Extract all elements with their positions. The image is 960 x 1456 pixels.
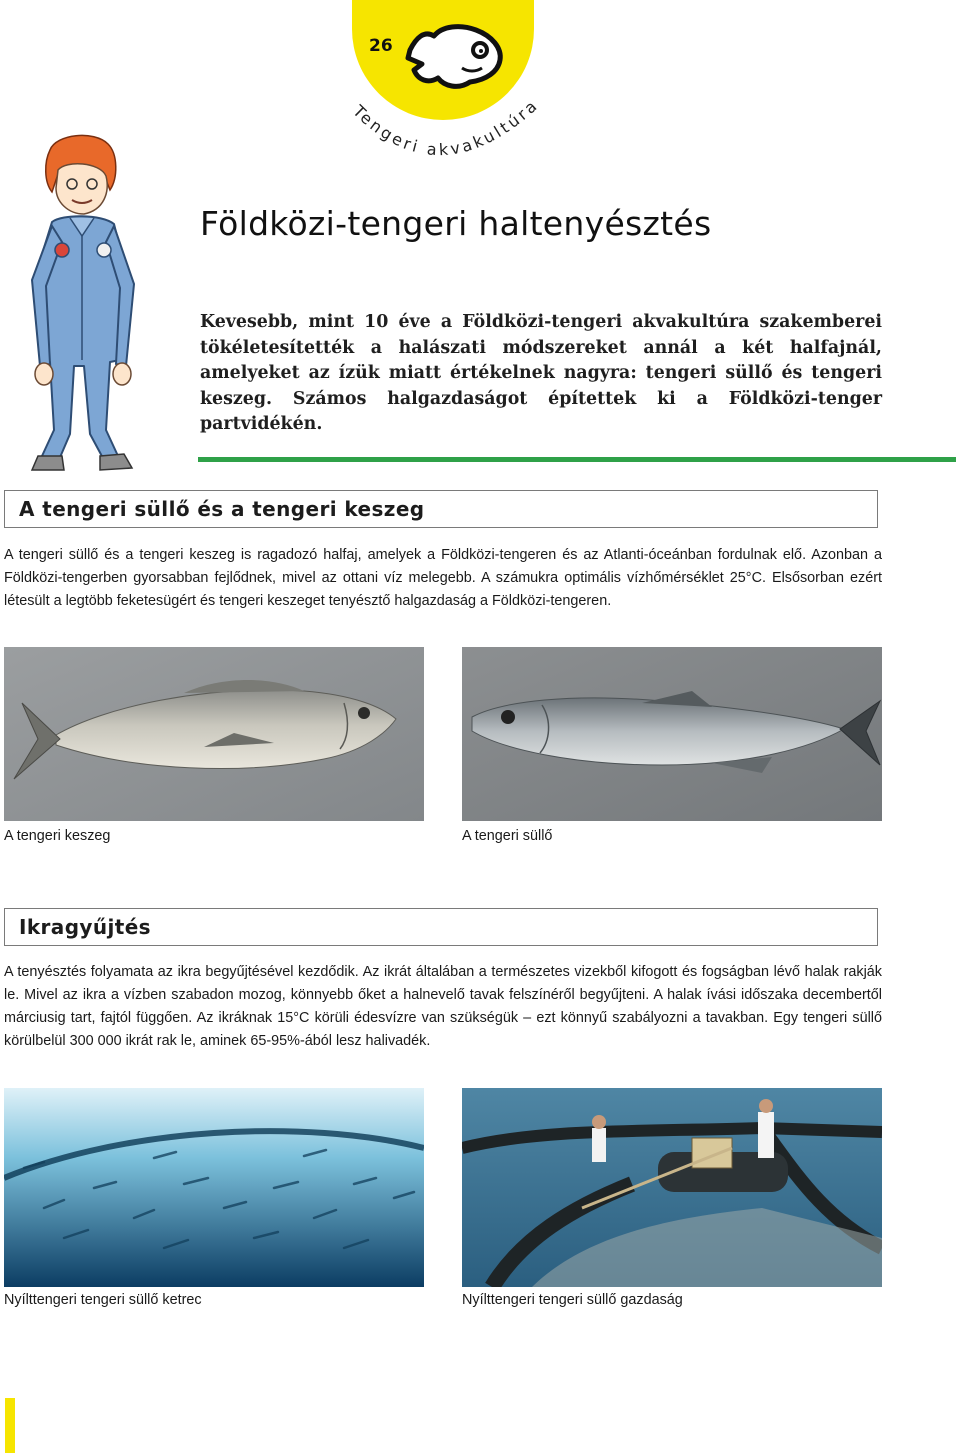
section-name: Tengeri akvakultúra <box>349 94 543 160</box>
section-heading-box <box>4 490 878 528</box>
section-heading-box <box>4 908 878 946</box>
page-number: 26 <box>369 36 393 56</box>
section-heading: A tengeri süllő és a tengeri keszeg <box>19 497 425 521</box>
photo-fish-farm <box>462 1088 882 1287</box>
photo-caption: A tengeri keszeg <box>4 828 111 844</box>
photo-sea-bass <box>462 647 882 821</box>
section-heading: Ikragyűjtés <box>19 915 151 939</box>
corner-marker <box>5 1398 15 1453</box>
divider-rule <box>198 457 956 462</box>
photo-caption: Nyílttengeri tengeri süllő ketrec <box>4 1292 202 1308</box>
photo-caption: A tengeri süllő <box>462 828 553 844</box>
section-paragraph: A tengeri süllő és a tengeri keszeg is ragadozó halfaj, amelyek a Földközi-tengeren és az Atlanti-óceánban fordulnak elő. Azonban a Földközi-tengerben gyorsabban fejlődnek, mivel az ottani víz melegebb. A számukra optimális vízhőmérséklet 25°C. Elsősorban ezért létesült a legtöbb feketesügért és tengeri keszeget tenyésztő halgazdaság a Földközi-tengeren. <box>4 547 882 609</box>
photo-offshore-cage <box>4 1088 424 1287</box>
intro-paragraph: Kevesebb, mint 10 éve a Földközi-tengeri akvakultúra szakemberei tökéletesítették a halászati módszereket annál a két halfajnál, amelyeket az ízük miatt értékelnek nagyra: tengeri süllő és tengeri keszeg. Számos halgazdaságot építettek ki a Földközi-tenger partvidékén. <box>200 312 882 435</box>
section-name-arc <box>330 80 570 190</box>
photo-caption: Nyílttengeri tengeri süllő gazdaság <box>462 1292 683 1308</box>
section-paragraph: A tenyésztés folyamata az ikra begyűjtésével kezdődik. Az ikrát általában a természetes vizekből kifogott és fogságban lévő halak rakják le. Mivel az ikra a vízben szabadon mozog, könnyebb őket a halnevelő tavak felszínéről begyűjteni. A halak ívási időszaka decembertől márciusig tart, fajtól függően. Az ikráknak 15°C körüli édesvízre van szükségük – ezt könnyű szabályozni a tavakban. Egy tengeri süllő körülbelül 300 000 ikrát rak le, aminek 65-95%-ából lesz halivadék. <box>4 964 882 1049</box>
guide-character-illustration <box>10 130 150 490</box>
page-title: Földközi-tengeri haltenyésztés <box>200 204 712 243</box>
photo-sea-bream <box>4 647 424 821</box>
